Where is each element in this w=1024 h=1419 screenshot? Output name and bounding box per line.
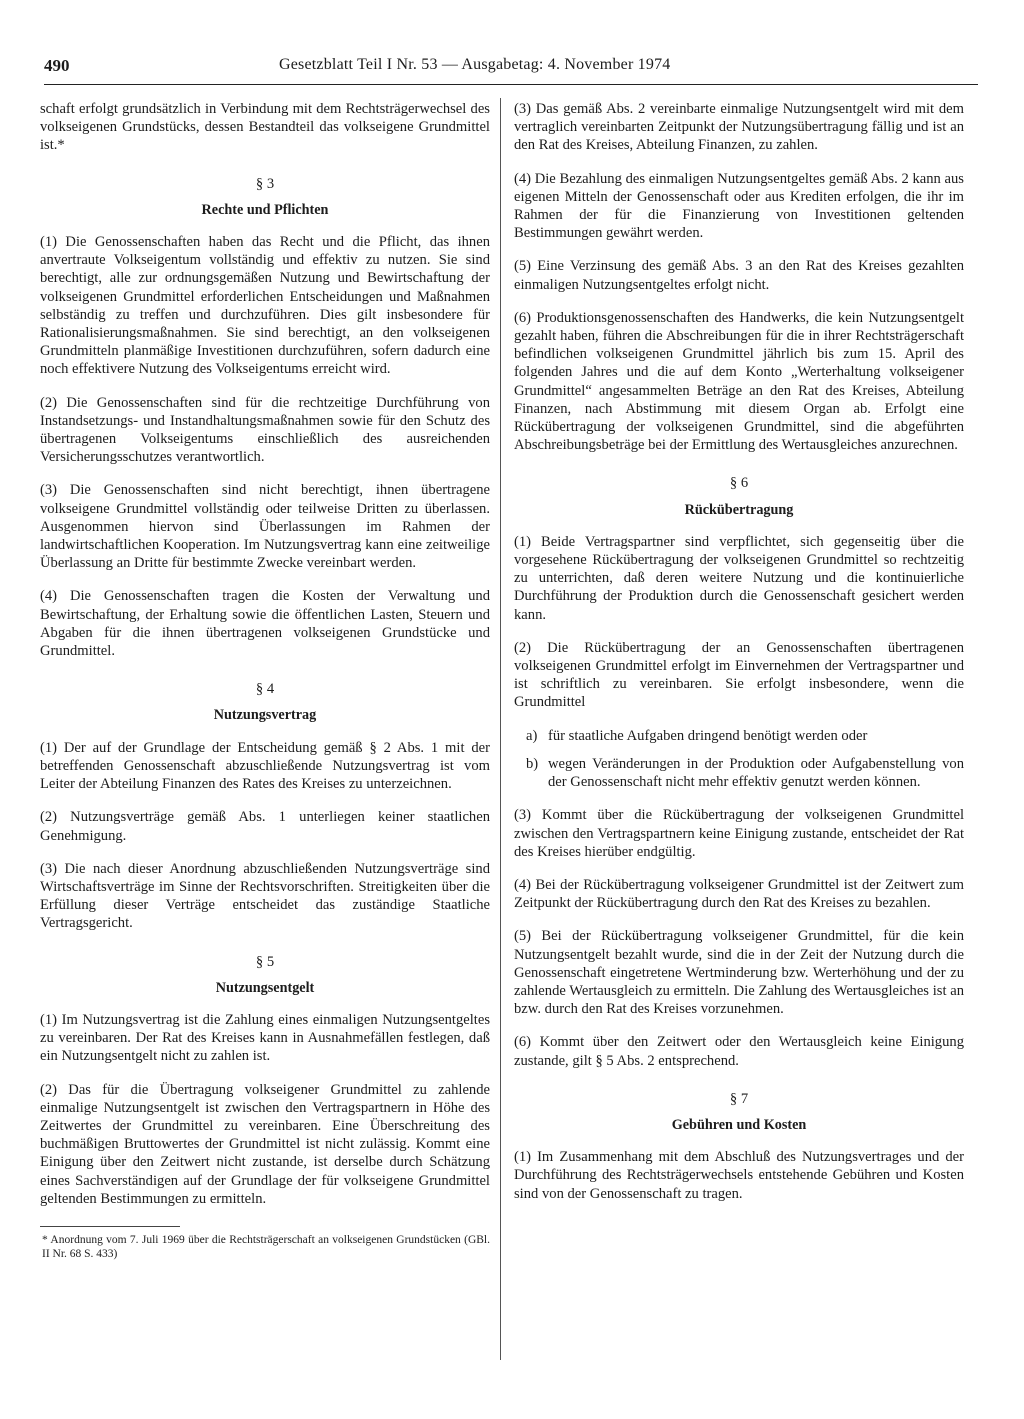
section-number: § 4 — [255, 681, 275, 698]
paragraph: (2) Die Rückübertragung der an Genossenschaften übertragenen volkseigenen Grundmittel erfolgt im Einvernehmen der Vertragspartner und ist schriftlich zu vereinbaren. Sie erfolgt insbesondere, wenn die Grundmittel — [514, 639, 964, 711]
section-number: § 6 — [729, 475, 749, 492]
paragraph: (4) Die Bezahlung des einmaligen Nutzungsentgeltes gemäß Abs. 2 kann aus eigenen Mitteln der Genossenschaft oder aus Krediten erfolgen, die ihr im Rahmen der für die Finanzierung von Investitionen geltenden Bestimmungen gewährt werden. — [514, 170, 964, 242]
section-number: § 5 — [255, 953, 275, 970]
section-title: Rückübertragung — [684, 501, 794, 518]
paragraph: (2) Die Genossenschaften sind für die rechtzeitige Durchführung von Instandsetzungs- und Instandhaltungsmaßnahmen sowie für den Schutz des übertragenen Volkseigentums einschließlich des ausreichenden Versicherungsschutzes verantwortlich. — [40, 394, 490, 466]
list-text: wegen Veränderungen in der Produktion oder Aufgabenstellung von der Genossenschaft nicht mehr effektiv genutzt werden können. — [548, 755, 964, 791]
section-title: Rechte und Pflichten — [201, 201, 329, 218]
paragraph: (3) Das gemäß Abs. 2 vereinbarte einmalige Nutzungsentgelt wird mit dem vertraglich vereinbarten Zeitpunkt der Nutzungsübertragung fällig und ist an den Rat des Kreises, Abteilung Finanzen, zu zahlen. — [514, 101, 964, 154]
list-text: für staatliche Aufgaben dringend benötigt werden oder — [548, 727, 868, 744]
paragraph: (1) Beide Vertragspartner sind verpflichtet, sich gegenseitig über die vorgesehene Rückübertragung der volkseigenen Grundmittel so rechtzeitig zu unterrichten, daß deren weitere Nutzung und die kontinuierliche Durchführung der Produktion durch die Genossenschaft gesichert werden kann. — [514, 533, 964, 623]
list-item — [514, 755, 964, 791]
paragraph: (2) Das für die Übertragung volkseigener Grundmittel zu zahlende einmalige Nutzungsentgelt ist zwischen den Vertragspartnern in Höhe des Zeitwertes der Grundmittel zu vereinbaren. Eine Überschreitung des buchmäßigen Bruttowertes der Grundmittel ist nicht zulässig. Kommt eine Einigung über den Zeitwert nicht zustande, ist derselbe durch Schätzung eines Sachverständigen auf der Grundlage der für volkseigene Grundmittel geltenden Bestimmungen zu ermitteln. — [40, 1081, 490, 1207]
list-label: b) — [526, 755, 539, 772]
paragraph: (6) Produktionsgenossenschaften des Handwerks, die kein Nutzungsentgelt gezahlt haben, führen die Abschreibungen für die in ihrer Rechtsträgerschaft befindlichen volkseigenen Grundmittel jährlich bis zum 15. April des folgenden Jahres und die auf dem Konto „Werterhaltung volkseigener Grundmittel“ angesammelten Beträge an den Rat des Kreises, Abteilung Finanzen, nach Abstimmung mit diesem Organ ab. Erfolgt eine Rückübertragung der volkseigenen Grundmittel, sind die abgeführten Abschreibungsbeträge bei der Ermittlung des Wertausgleiches anzurechnen. — [514, 309, 964, 454]
paragraph: (3) Die nach dieser Anordnung abzuschließenden Nutzungsverträge sind Wirtschaftsverträge im Sinne der Rechtsvorschriften. Streitigkeiten über die Erfüllung dieser Verträge entscheidet das zuständige Staatliche Vertragsgericht. — [40, 860, 490, 932]
paragraph: (1) Die Genossenschaften haben das Recht und die Pflicht, das ihnen anvertraute Volkseigentum vollständig und effektiv zu nutzen. Sie sind berechtigt, alle zur ordnungsgemäßen Nutzung und Bewirtschaftung der volkseigenen Grundmittel erforderlichen Entscheidungen und Maßnahmen selbständig zu treffen und durchzuführen. Dies gilt insbesondere für Rationalisierungsmaßnahmen. Sie sind berechtigt, an den volkseigenen Grundmitteln planmäßige Investitionen durchzuführen, sofern dadurch eine noch effektivere Nutzung des Volkseigentums erreicht wird. — [40, 234, 490, 378]
page-header — [44, 56, 978, 85]
paragraph: (6) Kommt über den Zeitwert oder den Wertausgleich keine Einigung zustande, gilt § 5 Abs. 2 entsprechend. — [514, 1034, 964, 1069]
paragraph: (1) Der auf der Grundlage der Entscheidung gemäß § 2 Abs. 1 mit der betreffenden Genossenschaft abzuschließende Nutzungsvertrag ist vom Leiter der Abteilung Finanzen des Rates des Kreises zu unterzeichnen. — [40, 739, 490, 793]
paragraph: (3) Kommt über die Rückübertragung der volkseigenen Grundmittel zwischen den Vertragspartnern keine Einigung zustande, entscheidet der Rat des Kreises hierüber endgültig. — [514, 807, 964, 860]
paragraph: (5) Eine Verzinsung des gemäß Abs. 3 an den Rat des Kreises gezahlten einmaligen Nutzungsentgeltes erfolgt nicht. — [514, 258, 964, 293]
paragraph: (1) Im Nutzungsvertrag ist die Zahlung eines einmaligen Nutzungsentgeltes zu vereinbaren. Der Rat des Kreises kann in Ausnahmefällen festlegen, daß ein Nutzungsentgelt nicht zu zahlen ist. — [40, 1011, 490, 1065]
left-column — [40, 100, 490, 1276]
paragraph: (5) Bei der Rückübertragung volkseigener Grundmittel, für die kein Nutzungsentgelt bezahlt wurde, sind die in der Zeit der Nutzung durch die Genossenschaft eingetretene Wertminderung bzw. Werterhöhung und der zu zahlende Wertausgleich zu ermitteln. Die Zahlung des Wertausgleiches ist an bzw. durch den Rat des Kreises vorzunehmen. — [514, 928, 964, 1018]
continued-paragraph: schaft erfolgt grundsätzlich in Verbindung mit dem Rechtsträgerwechsel des volkseigenen Grundstücks, dessen Bestandteil das volkseigene Grundmittel ist.* — [40, 101, 490, 154]
list-label: a) — [526, 727, 538, 744]
section-number: § 7 — [729, 1090, 749, 1107]
section-title: Nutzungsentgelt — [215, 979, 315, 996]
page-number: 490 — [44, 56, 70, 75]
paragraph: (3) Die Genossenschaften sind nicht berechtigt, ihnen übertragene volkseigene Grundmittel vollständig oder teilweise Dritten zu überlassen. Ausgenommen hiervon sind Überlassungen im Rahmen der landwirtschaftlichen Kooperation. Im Nutzungsvertrag kann eine zeitweilige Überlassung an Dritte für bestimmte Zwecke vereinbart werden. — [40, 482, 490, 572]
running-title: Gesetzblatt Teil I Nr. 53 — Ausgabetag: 4. November 1974 — [279, 56, 671, 73]
footnote: * Anordnung vom 7. Juli 1969 über die Rechtsträgerschaft an volkseigenen Grundstücken (GBl. II Nr. 68 S. 433) — [42, 1233, 490, 1260]
list-item — [514, 727, 964, 745]
right-column — [514, 100, 964, 1218]
paragraph: (1) Im Zusammenhang mit dem Abschluß des Nutzungsvertrages und der Durchführung des Rechtsträgerwechsels entstehende Gebühren und Kosten sind von der Genossenschaft zu tragen. — [514, 1149, 964, 1202]
paragraph: (4) Bei der Rückübertragung volkseigener Grundmittel ist der Zeitwert zum Zeitpunkt der Rückübertragung durch den Rat des Kreises zu bezahlen. — [514, 876, 964, 912]
section-number: § 3 — [255, 175, 275, 192]
paragraph: (2) Nutzungsverträge gemäß Abs. 1 unterliegen keiner staatlichen Genehmigung. — [40, 809, 490, 844]
column-divider — [500, 98, 501, 1360]
section-title: Gebühren und Kosten — [671, 1116, 807, 1133]
section-title: Nutzungsvertrag — [213, 707, 317, 724]
footnote-rule — [40, 1226, 180, 1227]
paragraph: (4) Die Genossenschaften tragen die Kosten der Verwaltung und Bewirtschaftung, der Erhaltung sowie die öffentlichen Lasten, Steuern und Abgaben für die ihnen übertragenen volkseigenen Grundstücke und Grundmittel. — [40, 588, 490, 660]
